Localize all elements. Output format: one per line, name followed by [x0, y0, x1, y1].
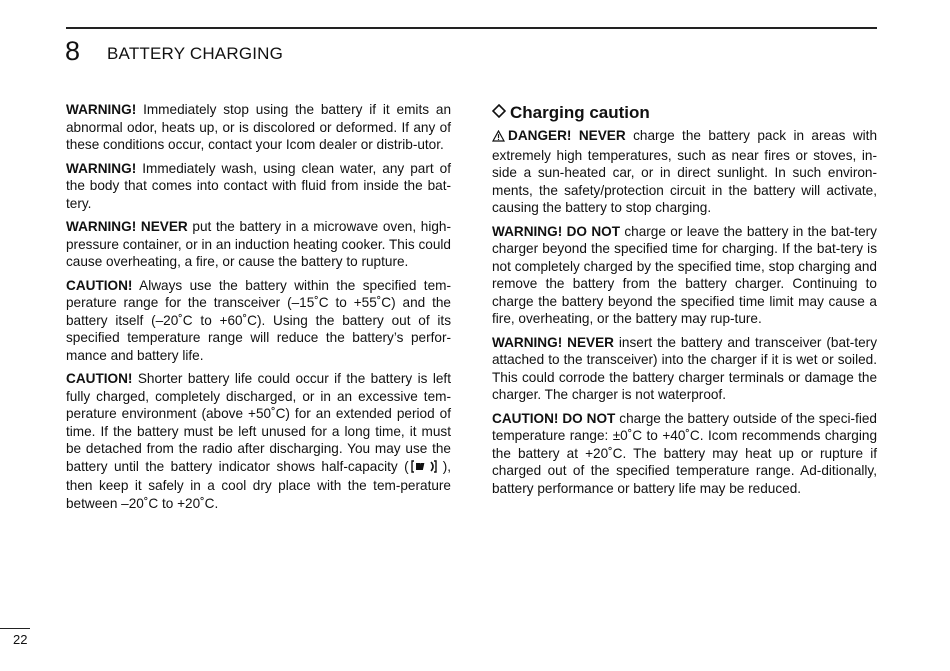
- header-rule: [66, 27, 877, 29]
- caution-battery-life-paragraph: CAUTION! Shorter battery life could occur if the battery is left fully charged, completely discharged, or in an excessive tem-perature environment (above +50˚C) for an extended period of time. If the battery must be left unused for a long time, it must be detached from the radio after discharging. You may use the battery until the battery indicator shows half-capacity ( ), then keep it safely in a cool dry place with the tem-perature between –20˚C to +20˚C.: [66, 371, 451, 511]
- battery-half-icon: [411, 460, 441, 478]
- caution-temperature-paragraph: CAUTION! Always use the battery within the specified tem-perature range for the transceiver (–15˚C to +55˚C) and the battery itself (–20˚C to +60˚C). Using the battery out of its specified temperature range will reduce the battery’s perfor-mance and battery life.: [66, 277, 451, 363]
- left-column: [66, 101, 451, 518]
- chapter-title: BATTERY CHARGING: [107, 44, 284, 63]
- chapter-number: 8: [65, 36, 81, 66]
- warning-wash-paragraph: WARNING! Immediately wash, using clean water, any part of the body that comes into contact with fluid from inside the bat-tery.: [66, 160, 451, 211]
- caution-charge-range-paragraph: CAUTION! DO NOT charge the battery outside of the speci-fied temperature range: ±0˚C to +40˚C. Icom recommends charging the battery at +20˚C. The battery may heat up or rupture if charged out of the specified temperature range. Ad-ditionally, battery performance or battery life may be reduced.: [492, 410, 877, 496]
- warning-wet-paragraph: WARNING! NEVER insert the battery and transceiver (bat-tery attached to the transceiver) into the charger if it is wet or soiled. This could corrode the battery charger terminals or damage the charger. The charger is not waterproof.: [492, 334, 877, 402]
- right-column: [492, 103, 877, 503]
- warning-microwave-paragraph: WARNING! NEVER put the battery in a microwave oven, high-pressure container, or in an induction heating cooker. This could cause overheating, a fire, or cause the battery to rupture.: [66, 219, 451, 269]
- section-heading: Charging caution: [492, 103, 877, 123]
- danger-high-temp-paragraph: DANGER! NEVER charge the battery pack in areas with extremely high temperatures, such as near fires or stoves, in-side a sun-heated car, or in direct sunlight. In such environ-ments, the safety/protection circuit in the battery will activate, causing the battery to stop charging.: [492, 128, 878, 215]
- warning-charge-time-paragraph: WARNING! DO NOT charge or leave the battery in the bat-tery charger beyond the specified time for charging. If the bat-tery is not completely charged by the specified time, stop charging and remove the battery from the battery charger. Continuing to charge the battery beyond the specified time limit may cause a fire, overheating, or the battery may rup-ture.: [492, 223, 877, 326]
- warning-odor-paragraph: WARNING! Immediately stop using the battery if it emits an abnormal odor, heats up, or is discolored or deformed. If any of these conditions occur, contact your Icom dealer or distrib-utor.: [66, 102, 451, 152]
- diamond-bullet-icon: [492, 103, 506, 123]
- warning-triangle-icon: [492, 129, 505, 147]
- footer-rule: [0, 628, 30, 629]
- page-number: 22: [13, 632, 28, 647]
